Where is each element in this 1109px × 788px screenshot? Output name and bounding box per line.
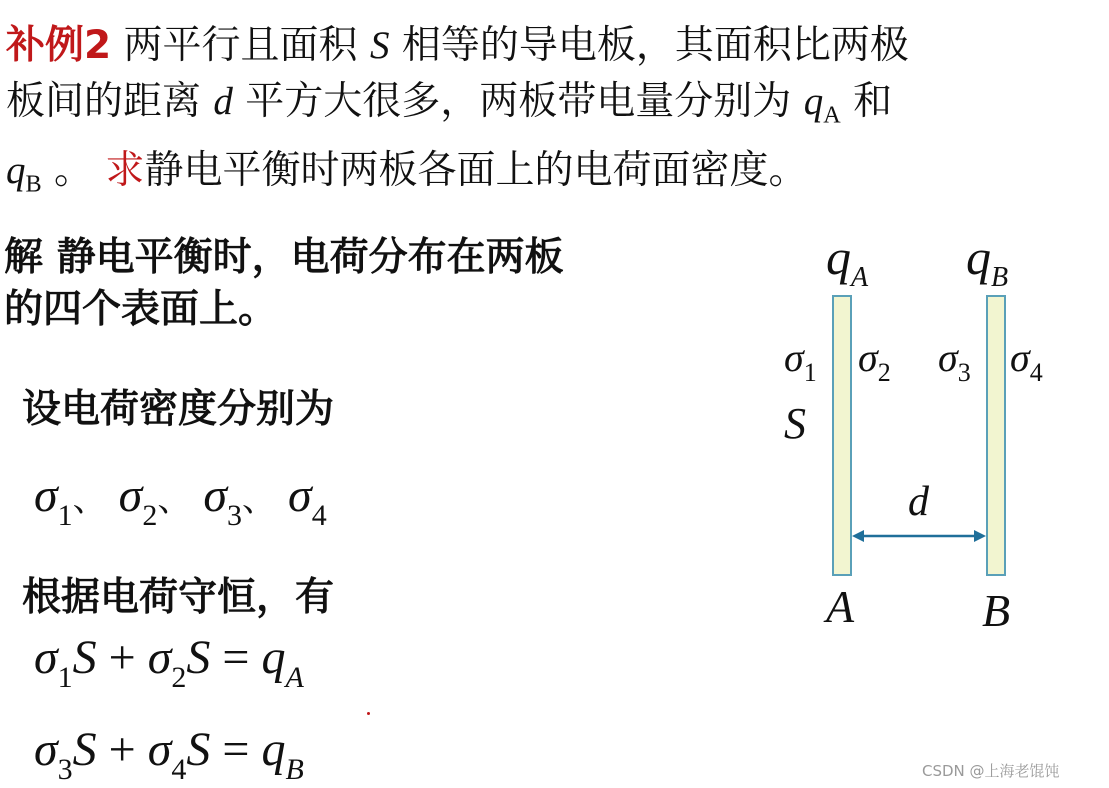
sigma4-label: $\sigma_4$ <box>1010 335 1043 387</box>
conservation-intro: 根据电荷守恒，有 <box>22 575 335 620</box>
plate-a-label: A <box>826 581 855 632</box>
watermark: CSDN @上海老馄饨 <box>922 762 1060 780</box>
equation-1: $\sigma_1S + \sigma_2S = q_A$ <box>34 631 304 694</box>
var-qA: q <box>803 80 824 123</box>
sigma-list: $\sigma_1$、 $\sigma_2$、 $\sigma_3$、 $\sigma_4$ <box>34 469 327 532</box>
distance-arrow <box>852 526 986 546</box>
density-intro: 设电荷密度分别为 <box>22 387 335 432</box>
equation-2: $\sigma_3S + \sigma_4S = q_B$ <box>34 723 304 786</box>
problem-line-1: 补例2 两平行且面积 S 相等的导电板，其面积比两极 <box>6 23 909 68</box>
example-tag: 补例2 <box>6 23 112 68</box>
var-d: d <box>213 80 233 123</box>
distance-d-label: d <box>908 479 929 525</box>
qA-label: $q_A$ <box>826 229 869 293</box>
plate-a <box>832 295 852 576</box>
problem-statement <box>6 18 909 213</box>
plate-b-label: B <box>982 585 1011 636</box>
qB-label: $q_B$ <box>966 229 1009 293</box>
area-S-label: S <box>784 399 806 448</box>
sigma1-label: $\sigma_1$ <box>784 335 817 387</box>
var-S: S <box>369 24 390 67</box>
sigma3-label: $\sigma_3$ <box>938 335 971 387</box>
var-qB: q <box>6 149 26 193</box>
stray-dot <box>367 712 370 715</box>
problem-line-3: $q_B$ 。 求静电平衡时两板各面上的电荷面密度。 <box>6 148 808 198</box>
sigma2-label: $\sigma_2$ <box>858 335 891 387</box>
problem-line-2: 板间的距离 d 平方大很多，两板带电量分别为 $q_A$ 和 <box>6 79 893 129</box>
plate-b <box>986 295 1006 576</box>
solution-intro: 解 静电平衡时，电荷分布在两板 的四个表面上。 <box>4 235 564 332</box>
ask-label: 求 <box>105 148 145 194</box>
